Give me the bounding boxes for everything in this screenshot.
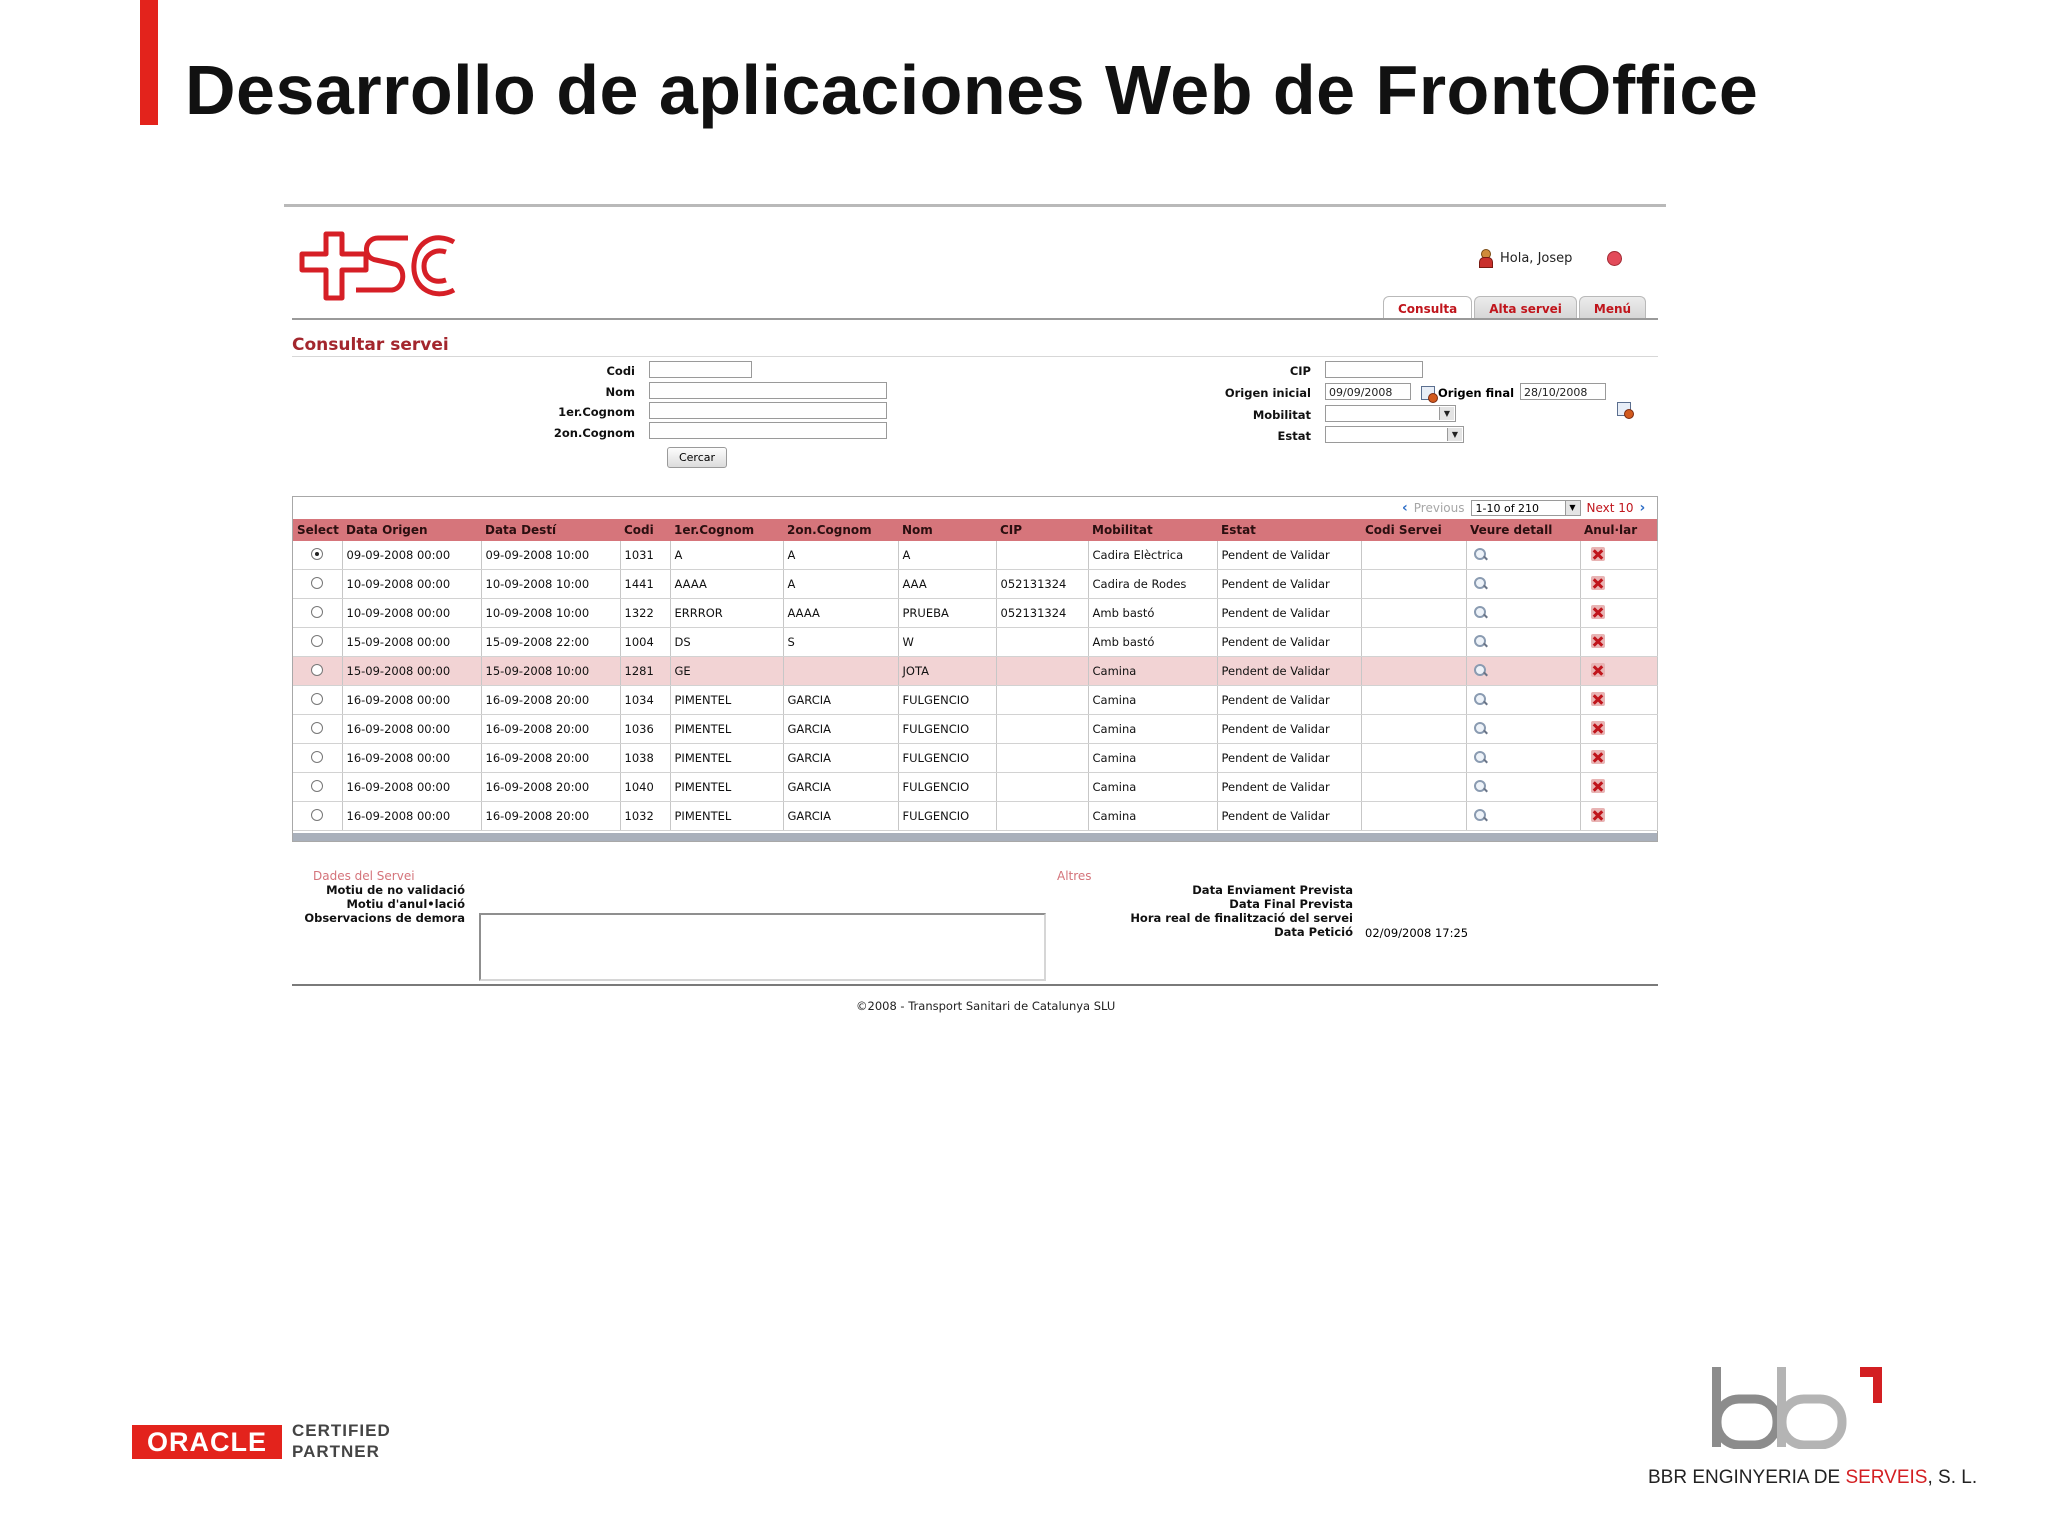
- chevron-right-icon[interactable]: ›: [1639, 500, 1646, 516]
- cancel-icon[interactable]: [1591, 634, 1605, 648]
- row-radio[interactable]: [311, 606, 323, 618]
- cell-estat: Pendent de Validar: [1217, 541, 1361, 570]
- logout-icon[interactable]: [1607, 251, 1622, 266]
- table-row[interactable]: [293, 541, 1657, 570]
- cell-cip: [996, 541, 1088, 570]
- cell-mobilitat: Camina: [1088, 773, 1217, 802]
- cell-cognom1: PIMENTEL: [670, 744, 783, 773]
- view-detail-cell: [1466, 628, 1580, 657]
- cell-mobilitat: Amb bastó: [1088, 599, 1217, 628]
- cell-data-desti: 16-09-2008 20:00: [481, 715, 620, 744]
- motiu-anulacio-label: Motiu d'anul•lació: [346, 897, 465, 911]
- cell-cip: [996, 686, 1088, 715]
- cancel-icon[interactable]: [1591, 779, 1605, 793]
- cell-cip: [996, 657, 1088, 686]
- cell-cognom1: PIMENTEL: [670, 773, 783, 802]
- col-codi[interactable]: Codi: [620, 519, 670, 541]
- view-detail-cell: [1466, 773, 1580, 802]
- row-radio[interactable]: [311, 751, 323, 763]
- cell-codi-servei: [1361, 570, 1466, 599]
- data-enviament-label: Data Enviament Prevista: [1192, 883, 1353, 897]
- cancel-cell: [1580, 657, 1657, 686]
- cell-codi: 1281: [620, 657, 670, 686]
- cancel-cell: [1580, 570, 1657, 599]
- estat-label: Estat: [1277, 429, 1311, 443]
- table-header-row: [293, 519, 1657, 541]
- cell-codi: 1034: [620, 686, 670, 715]
- row-radio[interactable]: [311, 664, 323, 676]
- cell-codi-servei: [1361, 773, 1466, 802]
- cell-cognom2: A: [783, 541, 898, 570]
- cell-cognom1: PIMENTEL: [670, 802, 783, 831]
- row-select-cell: [293, 686, 342, 715]
- table-row[interactable]: [293, 802, 1657, 831]
- cell-data-desti: 16-09-2008 20:00: [481, 686, 620, 715]
- origen-inicial-input[interactable]: 09/09/2008: [1325, 383, 1411, 400]
- view-detail-icon[interactable]: [1473, 721, 1487, 735]
- cell-data-desti: 10-09-2008 10:00: [481, 570, 620, 599]
- cancel-icon[interactable]: [1591, 721, 1605, 735]
- origen-inicial-label: Origen inicial: [1224, 386, 1311, 400]
- cell-cip: [996, 715, 1088, 744]
- cell-data-desti: 16-09-2008 20:00: [481, 802, 620, 831]
- slide-title: Desarrollo de aplicaciones Web de FrontOffice: [185, 51, 1759, 129]
- cell-data-desti: 15-09-2008 22:00: [481, 628, 620, 657]
- cell-nom: FULGENCIO: [898, 773, 996, 802]
- cell-cognom1: PIMENTEL: [670, 686, 783, 715]
- view-detail-cell: [1466, 599, 1580, 628]
- col-mobilitat[interactable]: Mobilitat: [1088, 519, 1217, 541]
- row-radio[interactable]: [311, 780, 323, 792]
- cip-label: CIP: [1289, 364, 1311, 378]
- calendar-icon[interactable]: [1421, 386, 1435, 400]
- tsc-logo: [296, 228, 462, 308]
- cell-estat: Pendent de Validar: [1217, 657, 1361, 686]
- user-icon: [1478, 249, 1492, 267]
- cancel-cell: [1580, 686, 1657, 715]
- cell-data-origen: 16-09-2008 00:00: [342, 686, 481, 715]
- cancel-icon[interactable]: [1591, 692, 1605, 706]
- page-range-select[interactable]: [1471, 500, 1581, 516]
- cell-cognom1: DS: [670, 628, 783, 657]
- cell-data-origen: 16-09-2008 00:00: [342, 744, 481, 773]
- table-row[interactable]: [293, 744, 1657, 773]
- cognom1-input[interactable]: [649, 402, 887, 419]
- row-radio[interactable]: [311, 548, 323, 560]
- col-select: Select: [293, 519, 342, 541]
- cell-estat: Pendent de Validar: [1217, 802, 1361, 831]
- nom-input[interactable]: [649, 382, 887, 399]
- view-detail-icon[interactable]: [1473, 576, 1487, 590]
- row-select-cell: [293, 628, 342, 657]
- row-select-cell: [293, 802, 342, 831]
- view-detail-icon[interactable]: [1473, 779, 1487, 793]
- cell-data-desti: 16-09-2008 20:00: [481, 744, 620, 773]
- row-select-cell: [293, 744, 342, 773]
- codi-input[interactable]: [649, 361, 752, 378]
- cell-data-desti: 16-09-2008 20:00: [481, 773, 620, 802]
- tab-menu[interactable]: Menú: [1579, 296, 1646, 319]
- view-detail-icon[interactable]: [1473, 605, 1487, 619]
- view-detail-cell: [1466, 715, 1580, 744]
- col-data-origen[interactable]: Data Origen: [342, 519, 481, 541]
- cell-codi-servei: [1361, 541, 1466, 570]
- cell-codi: 1040: [620, 773, 670, 802]
- data-final-label: Data Final Prevista: [1229, 897, 1353, 911]
- nom-label: Nom: [605, 385, 635, 399]
- cell-codi-servei: [1361, 744, 1466, 773]
- col-cognom1[interactable]: 1er.Cognom: [670, 519, 783, 541]
- cell-nom: AAA: [898, 570, 996, 599]
- view-detail-cell: [1466, 541, 1580, 570]
- row-select-cell: [293, 570, 342, 599]
- user-greeting[interactable]: [1478, 249, 1572, 267]
- row-select-cell: [293, 599, 342, 628]
- services-table: [293, 519, 1658, 831]
- row-radio[interactable]: [311, 809, 323, 821]
- cell-mobilitat: Camina: [1088, 715, 1217, 744]
- view-detail-cell: [1466, 686, 1580, 715]
- cell-cip: [996, 628, 1088, 657]
- copyright-text: ©2008 - Transport Sanitari de Catalunya SLU: [856, 999, 1116, 1013]
- cell-data-origen: 09-09-2008 00:00: [342, 541, 481, 570]
- oracle-logo: ORACLE: [132, 1425, 282, 1459]
- origen-final-input[interactable]: 28/10/2008: [1520, 383, 1606, 400]
- cell-cip: [996, 744, 1088, 773]
- cell-codi-servei: [1361, 599, 1466, 628]
- cell-cognom1: AAAA: [670, 570, 783, 599]
- view-detail-cell: [1466, 570, 1580, 599]
- bbr-company-name: [1648, 1467, 1977, 1489]
- cell-codi-servei: [1361, 657, 1466, 686]
- cell-mobilitat: Camina: [1088, 657, 1217, 686]
- cell-nom: FULGENCIO: [898, 744, 996, 773]
- cognom2-label: 2on.Cognom: [553, 426, 635, 440]
- cell-estat: Pendent de Validar: [1217, 599, 1361, 628]
- nav-tabs: [1383, 296, 1646, 319]
- observacions-textarea[interactable]: [479, 913, 1046, 981]
- view-detail-cell: [1466, 744, 1580, 773]
- row-select-cell: [293, 773, 342, 802]
- codi-label: Codi: [606, 364, 635, 378]
- cancel-icon[interactable]: [1591, 750, 1605, 764]
- cell-estat: Pendent de Validar: [1217, 686, 1361, 715]
- table-row[interactable]: [293, 773, 1657, 802]
- next-link[interactable]: Next 10: [1586, 501, 1634, 515]
- cip-input[interactable]: [1325, 361, 1423, 378]
- col-cip[interactable]: CIP: [996, 519, 1088, 541]
- col-veure-detall: Veure detall: [1466, 519, 1580, 541]
- cell-cip: [996, 773, 1088, 802]
- chevron-left-icon[interactable]: ‹: [1402, 500, 1408, 516]
- cell-codi-servei: [1361, 802, 1466, 831]
- cell-cognom2: GARCIA: [783, 715, 898, 744]
- observacions-label: Observacions de demora: [304, 911, 465, 925]
- dades-servei-title: Dades del Servei: [313, 869, 415, 883]
- cell-mobilitat: Amb bastó: [1088, 628, 1217, 657]
- cell-cip: [996, 802, 1088, 831]
- cancel-icon[interactable]: [1591, 605, 1605, 619]
- table-row[interactable]: [293, 715, 1657, 744]
- cell-cip: 052131324: [996, 599, 1088, 628]
- chevron-down-icon: ▼: [1565, 501, 1580, 515]
- oracle-certified-partner: [292, 1420, 391, 1462]
- cell-estat: Pendent de Validar: [1217, 570, 1361, 599]
- row-select-cell: [293, 541, 342, 570]
- cell-nom: FULGENCIO: [898, 686, 996, 715]
- mobilitat-label: Mobilitat: [1252, 408, 1311, 422]
- cell-data-desti: 15-09-2008 10:00: [481, 657, 620, 686]
- cell-cognom1: GE: [670, 657, 783, 686]
- cell-data-origen: 15-09-2008 00:00: [342, 628, 481, 657]
- cancel-cell: [1580, 715, 1657, 744]
- pager: [1402, 500, 1645, 516]
- cell-mobilitat: Camina: [1088, 744, 1217, 773]
- cell-mobilitat: Camina: [1088, 802, 1217, 831]
- cell-data-origen: 16-09-2008 00:00: [342, 773, 481, 802]
- cell-codi: 1032: [620, 802, 670, 831]
- hora-real-label: Hora real de finalització del servei: [1130, 911, 1353, 925]
- cell-cognom2: S: [783, 628, 898, 657]
- previous-link[interactable]: Previous: [1413, 501, 1465, 515]
- cancel-icon[interactable]: [1591, 808, 1605, 822]
- cell-cognom2: A: [783, 570, 898, 599]
- row-radio[interactable]: [311, 722, 323, 734]
- cell-estat: Pendent de Validar: [1217, 628, 1361, 657]
- origen-final-label: Origen final: [1438, 386, 1515, 400]
- cell-data-desti: 10-09-2008 10:00: [481, 599, 620, 628]
- cell-cognom2: GARCIA: [783, 773, 898, 802]
- cell-codi: 1004: [620, 628, 670, 657]
- cell-codi: 1031: [620, 541, 670, 570]
- oracle-cert-line1: CERTIFIED: [292, 1421, 391, 1440]
- table-row[interactable]: [293, 599, 1657, 628]
- cancel-cell: [1580, 802, 1657, 831]
- cancel-icon[interactable]: [1591, 576, 1605, 590]
- cell-codi: 1322: [620, 599, 670, 628]
- cell-codi: 1036: [620, 715, 670, 744]
- bbr-name-part2: SERVEIS: [1845, 1467, 1928, 1488]
- cell-codi: 1441: [620, 570, 670, 599]
- cell-nom: FULGENCIO: [898, 802, 996, 831]
- data-peticio-label: Data Petició: [1274, 925, 1353, 939]
- view-detail-cell: [1466, 657, 1580, 686]
- col-nom[interactable]: Nom: [898, 519, 996, 541]
- cell-cognom2: GARCIA: [783, 802, 898, 831]
- calendar-icon[interactable]: [1617, 402, 1631, 416]
- cancel-icon[interactable]: [1591, 547, 1605, 561]
- tab-consulta[interactable]: Consulta: [1383, 296, 1472, 319]
- cell-nom: PRUEBA: [898, 599, 996, 628]
- cell-codi-servei: [1361, 686, 1466, 715]
- chevron-down-icon: ▼: [1439, 407, 1454, 420]
- cell-data-origen: 16-09-2008 00:00: [342, 802, 481, 831]
- tab-alta-servei[interactable]: Alta servei: [1474, 296, 1577, 319]
- cancel-cell: [1580, 599, 1657, 628]
- bbr-logo: [1710, 1365, 1890, 1449]
- cell-cip: 052131324: [996, 570, 1088, 599]
- cell-nom: FULGENCIO: [898, 715, 996, 744]
- cognom2-input[interactable]: [649, 422, 887, 439]
- heading-divider: [292, 356, 1658, 357]
- view-detail-icon[interactable]: [1473, 750, 1487, 764]
- cell-data-origen: 10-09-2008 00:00: [342, 599, 481, 628]
- cell-cognom1: A: [670, 541, 783, 570]
- view-detail-icon[interactable]: [1473, 663, 1487, 677]
- col-anullar: Anul·lar: [1580, 519, 1657, 541]
- page-heading: Consultar servei: [292, 335, 449, 355]
- cell-codi-servei: [1361, 628, 1466, 657]
- motiu-no-validacio-label: Motiu de no validació: [326, 883, 465, 897]
- cell-estat: Pendent de Validar: [1217, 715, 1361, 744]
- greeting-text: Hola, Josep: [1500, 250, 1573, 266]
- row-select-cell: [293, 657, 342, 686]
- bbr-name-part1: BBR ENGINYERIA DE: [1648, 1467, 1846, 1488]
- row-radio[interactable]: [311, 693, 323, 705]
- table-row[interactable]: [293, 686, 1657, 715]
- search-button[interactable]: Cercar: [667, 447, 727, 468]
- col-codi-servei[interactable]: Codi Servei: [1361, 519, 1466, 541]
- footer-divider: [292, 984, 1658, 986]
- cell-nom: JOTA: [898, 657, 996, 686]
- cell-estat: Pendent de Validar: [1217, 773, 1361, 802]
- cancel-cell: [1580, 773, 1657, 802]
- cancel-cell: [1580, 628, 1657, 657]
- view-detail-icon[interactable]: [1473, 808, 1487, 822]
- cell-cognom2: GARCIA: [783, 744, 898, 773]
- cell-estat: Pendent de Validar: [1217, 744, 1361, 773]
- estat-select[interactable]: [1325, 426, 1464, 443]
- cell-data-origen: 15-09-2008 00:00: [342, 657, 481, 686]
- view-detail-icon[interactable]: [1473, 692, 1487, 706]
- cell-cognom1: ERRROR: [670, 599, 783, 628]
- cell-data-desti: 09-09-2008 10:00: [481, 541, 620, 570]
- page-range-value: 1-10 of 210: [1475, 502, 1540, 515]
- cell-cognom2: GARCIA: [783, 686, 898, 715]
- row-select-cell: [293, 715, 342, 744]
- app-top-divider: [284, 204, 1666, 207]
- header-divider: [292, 318, 1658, 320]
- table-row[interactable]: [293, 628, 1657, 657]
- table-row[interactable]: [293, 657, 1657, 686]
- altres-title: Altres: [1057, 869, 1092, 883]
- col-estat[interactable]: Estat: [1217, 519, 1361, 541]
- data-peticio-value: 02/09/2008 17:25: [1365, 926, 1469, 940]
- cell-cognom2: [783, 657, 898, 686]
- bbr-name-part3: , S. L.: [1927, 1467, 1978, 1488]
- cancel-cell: [1580, 541, 1657, 570]
- title-accent-bar: [140, 0, 158, 125]
- cell-codi: 1038: [620, 744, 670, 773]
- cell-nom: W: [898, 628, 996, 657]
- col-cognom2[interactable]: 2on.Cognom: [783, 519, 898, 541]
- oracle-cert-line2: PARTNER: [292, 1442, 380, 1461]
- mobilitat-select[interactable]: [1325, 405, 1456, 422]
- row-radio[interactable]: [311, 635, 323, 647]
- view-detail-icon[interactable]: [1473, 634, 1487, 648]
- cell-data-origen: 10-09-2008 00:00: [342, 570, 481, 599]
- row-radio[interactable]: [311, 577, 323, 589]
- cell-cognom1: PIMENTEL: [670, 715, 783, 744]
- cell-data-origen: 16-09-2008 00:00: [342, 715, 481, 744]
- grid-footer-bar: [293, 833, 1657, 841]
- view-detail-cell: [1466, 802, 1580, 831]
- cancel-icon[interactable]: [1591, 663, 1605, 677]
- cell-codi-servei: [1361, 715, 1466, 744]
- cell-mobilitat: Camina: [1088, 686, 1217, 715]
- cell-mobilitat: Cadira Elèctrica: [1088, 541, 1217, 570]
- view-detail-icon[interactable]: [1473, 547, 1487, 561]
- col-data-desti[interactable]: Data Destí: [481, 519, 620, 541]
- table-row[interactable]: [293, 570, 1657, 599]
- cognom1-label: 1er.Cognom: [558, 405, 635, 419]
- cell-cognom2: AAAA: [783, 599, 898, 628]
- chevron-down-icon: ▼: [1447, 428, 1462, 441]
- cell-nom: A: [898, 541, 996, 570]
- cancel-cell: [1580, 744, 1657, 773]
- cell-mobilitat: Cadira de Rodes: [1088, 570, 1217, 599]
